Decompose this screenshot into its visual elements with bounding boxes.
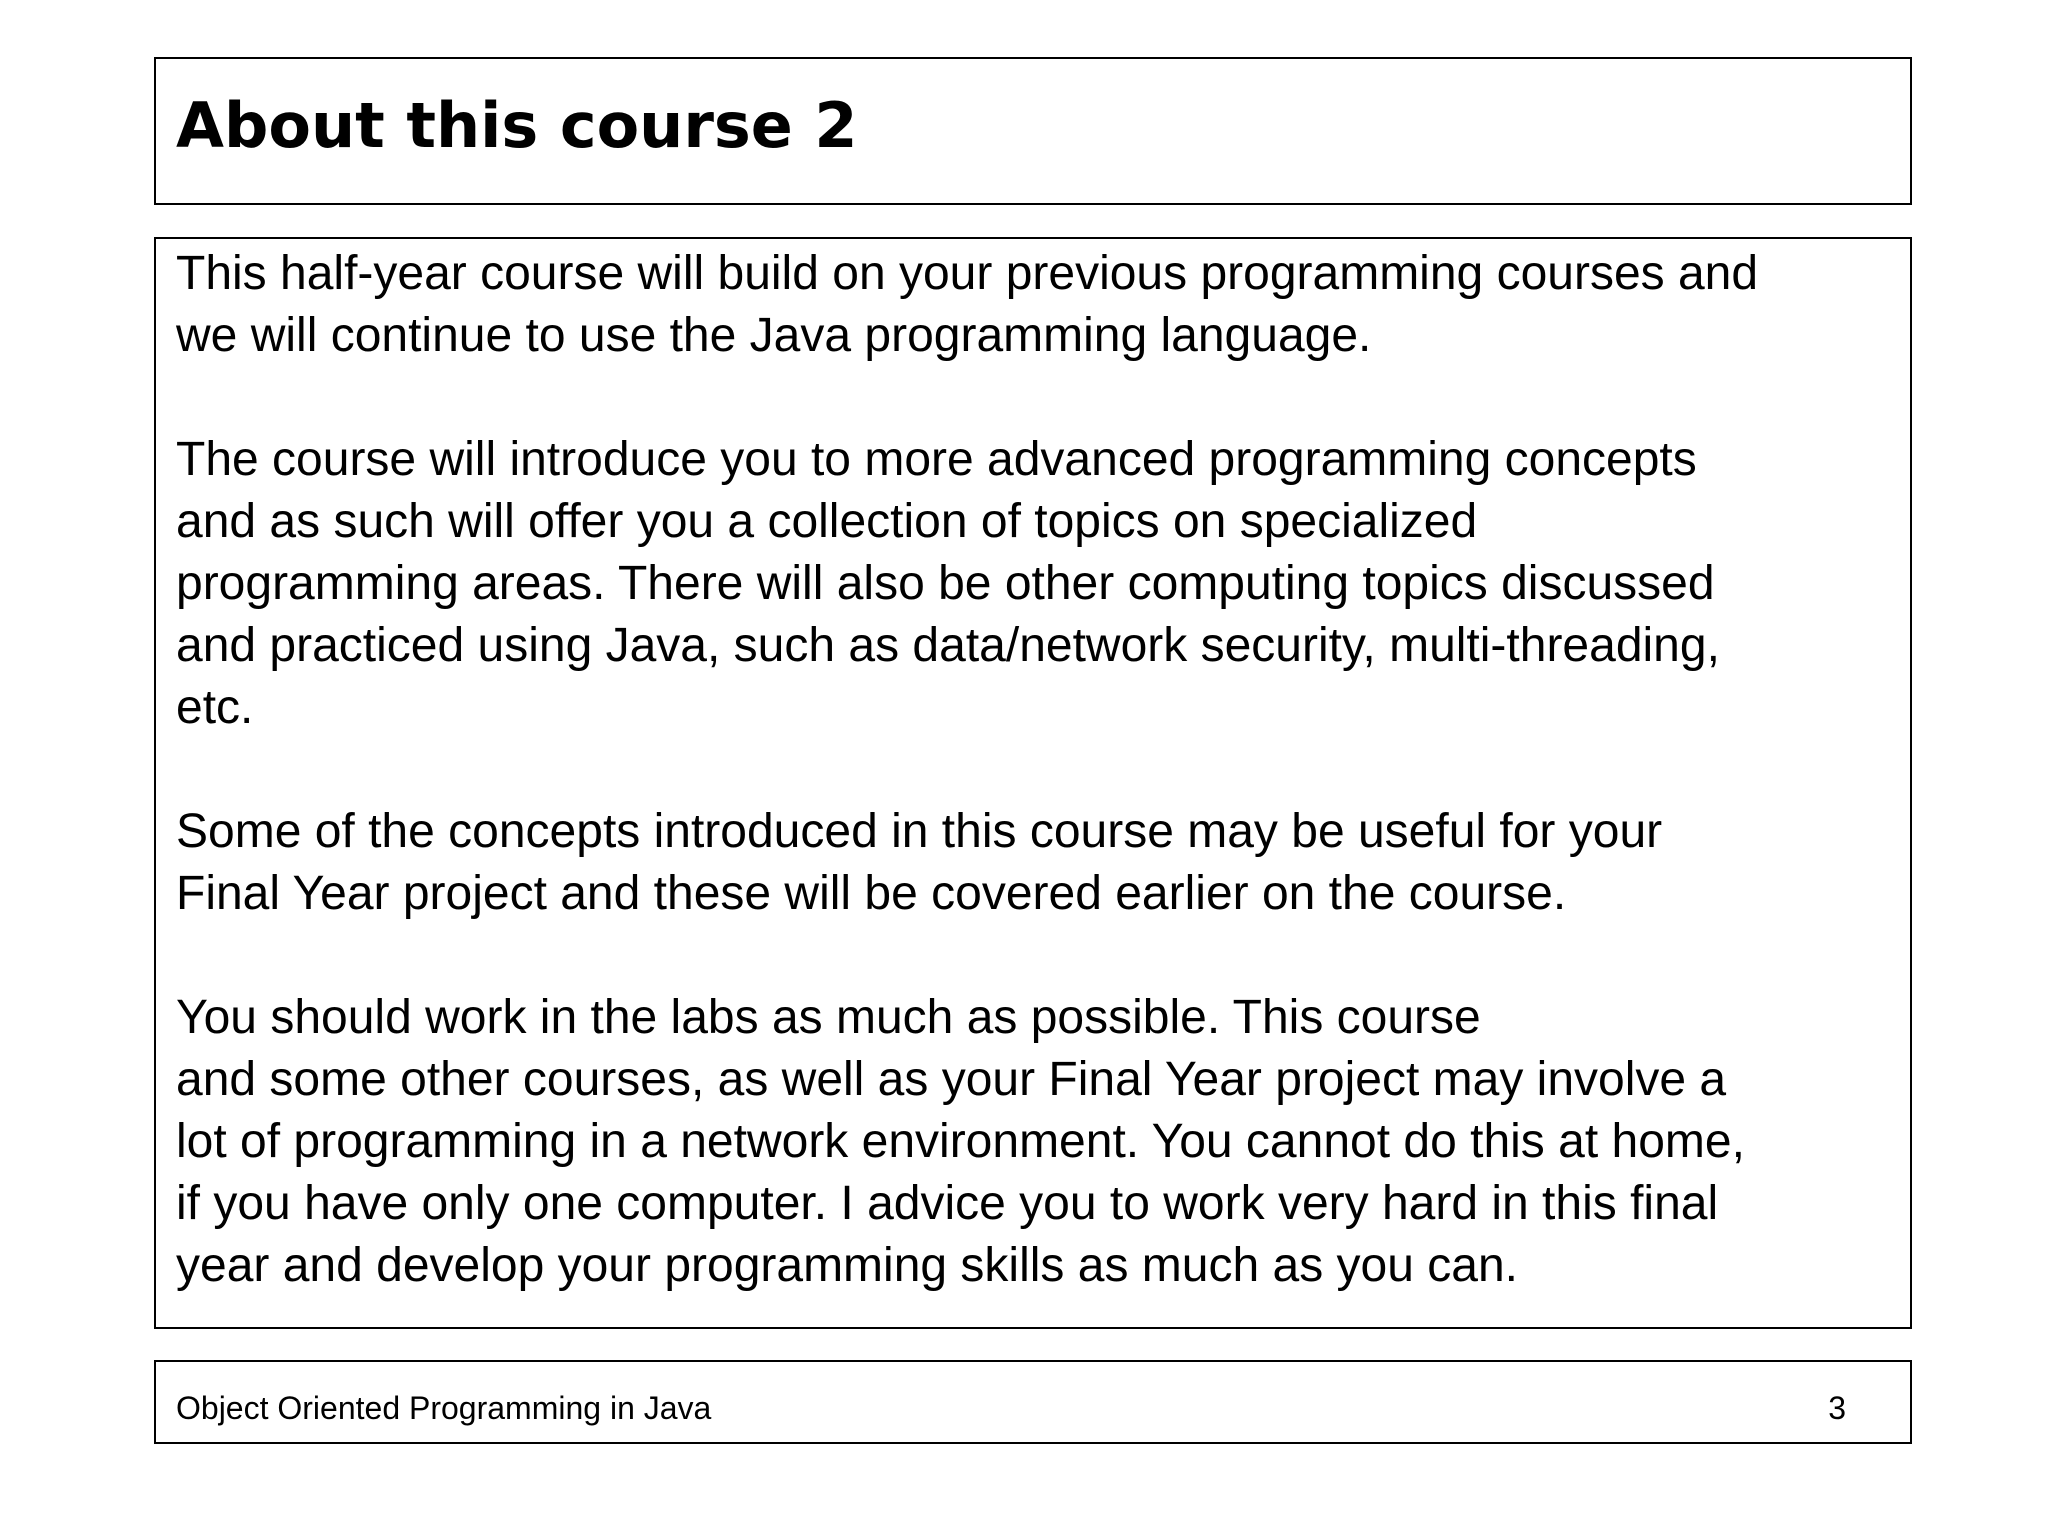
paragraph-line: The course will introduce you to more advanced programming concepts — [176, 433, 1697, 486]
paragraph-line: Final Year project and these will be covered earlier on the course. — [176, 867, 1567, 920]
paragraph-line: lot of programming in a network environment. You cannot do this at home, — [176, 1115, 1745, 1168]
paragraph-2 — [176, 429, 1890, 739]
paragraph-line: and some other courses, as well as your Final Year project may involve a — [176, 1053, 1727, 1106]
paragraph-line: You should work in the labs as much as possible. This course — [176, 991, 1481, 1044]
footer-box — [154, 1360, 1912, 1444]
paragraph-line: This half-year course will build on your previous programming courses and — [176, 247, 1759, 300]
content-box — [154, 237, 1912, 1329]
paragraph-3 — [176, 801, 1890, 925]
paragraph-line: if you have only one computer. I advice you to work very hard in this final — [176, 1177, 1719, 1230]
footer-course-name: Object Oriented Programming in Java — [176, 1390, 712, 1426]
paragraph-4 — [176, 987, 1890, 1297]
paragraph-1 — [176, 243, 1890, 367]
page-number: 3 — [1828, 1390, 1846, 1426]
paragraph-line: Some of the concepts introduced in this course may be useful for your — [176, 805, 1663, 858]
slide-body — [176, 243, 1890, 1297]
paragraph-line: and practiced using Java, such as data/network security, multi-threading, — [176, 619, 1720, 672]
title-box — [154, 57, 1912, 205]
paragraph-line: and as such will offer you a collection of topics on specialized — [176, 495, 1478, 548]
paragraph-line: year and develop your programming skills as much as you can. — [176, 1239, 1518, 1292]
paragraph-line: etc. — [176, 681, 254, 734]
paragraph-line: we will continue to use the Java programming language. — [176, 309, 1372, 362]
paragraph-line: programming areas. There will also be other computing topics discussed — [176, 557, 1715, 610]
slide-title: About this course 2 — [176, 89, 858, 162]
